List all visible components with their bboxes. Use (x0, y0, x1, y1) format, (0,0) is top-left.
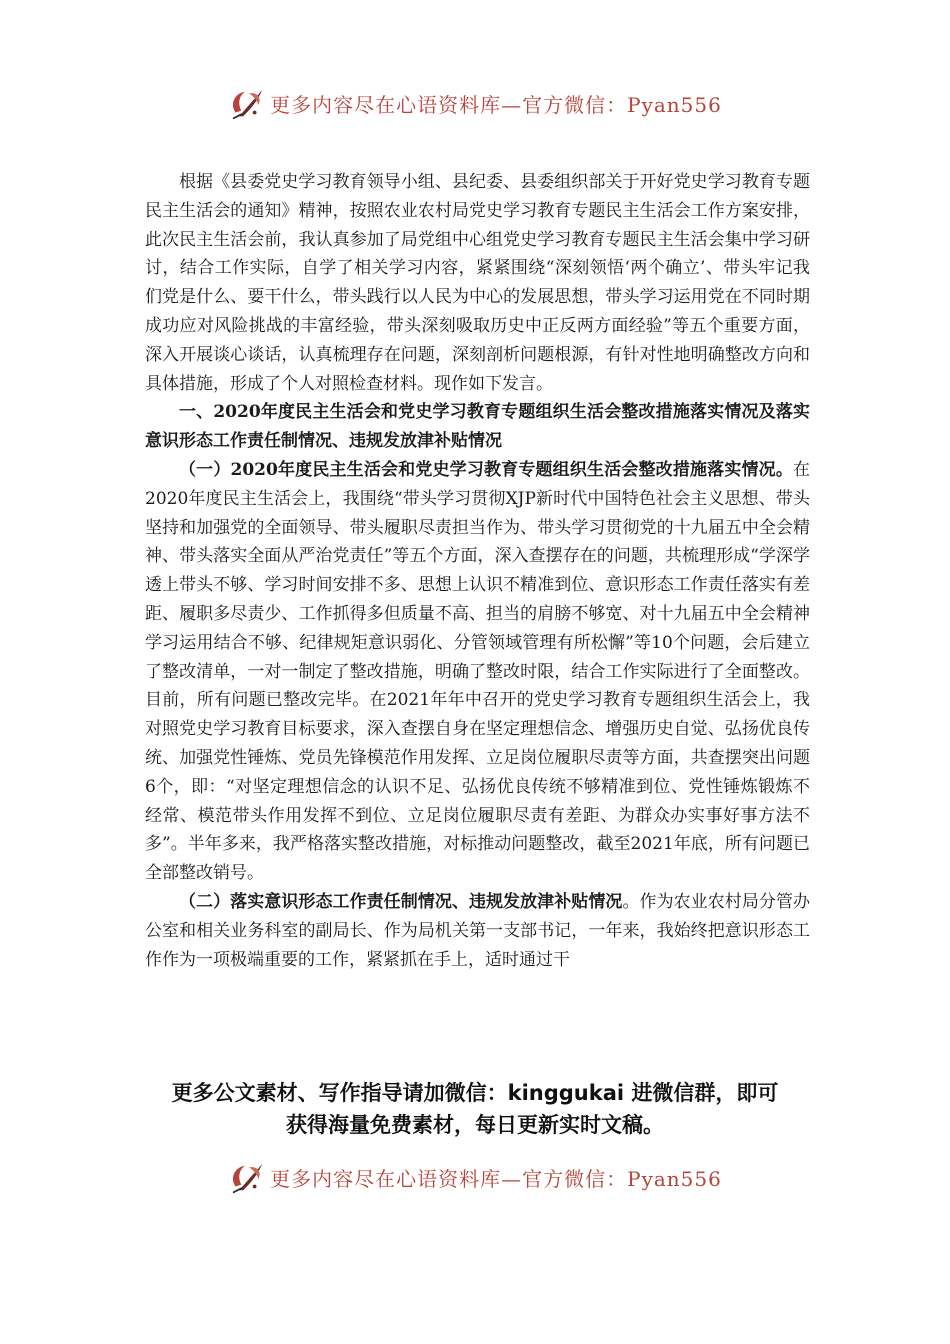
header-banner-text: 更多内容尽在心语资料库—官方微信：Pyan556 (270, 92, 722, 117)
section-heading-1: 一、2020年度民主生活会和党史学习教育专题组织生活会整改措施落实情况及落实意识形态工作责任制情况、违规发放津补贴情况 (145, 402, 810, 452)
header-banner[interactable] (0, 83, 950, 123)
intro-paragraph: 根据《县委党史学习教育领导小组、县纪委、县委组织部关于开好党史学习教育专题民主生活会的通知》精神，按照农业农村局党史学习教育专题民主生活会工作方案安排，此次民主生活会前，我认真参加了局党组中心组党史学习教育专题民主生活会集中学习研讨，结合工作实际，自学了相关学习内容，紧紧围绕“深刻领悟‘两个确立’、带头牢记我们党是什么、要干什么，带头践行以人民为中心的发展思想，带头学习运用党在不同时期成功应对风险挑战的丰富经验，带头深刻吸取历史中正反两方面经验”等五个重要方面，深入开展谈心谈话，认真梳理存在问题，深刻剖析问题根源，有针对性地明确整改方向和具体措施，形成了个人对照检查材料。现作如下发言。 (145, 172, 810, 394)
section-2-text: 。作为农业农村局分管办公室和相关业务科室的副局长、作为局机关第一支部书记，一年来，我始终把意识形态工作作为一项极端重要的工作，紧紧抓在手上，适时通过干 (145, 891, 811, 970)
pen-nib-icon (228, 84, 266, 122)
section-1-text: 在2020年度民主生活会上，我围绕“带头学习贯彻XJP新时代中国特色社会主义思想、带头坚持和加强党的全面领导、带头履职尽责担当作为、带头学习贯彻党的十九届五中全会精神、带头落实全面从严治党责任”等五个方面，深入查摆存在的问题，共梳理形成“学深学透上带头不够、学习时间安排不多、思想上认识不精准到位、意识形态工作责任落实有差距、履职多尽责少、工作抓得多但质量不高、担当的肩膀不够宽、对十九届五中全会精神学习运用结合不够、纪律规矩意识弱化、分管领域管理有所松懈”等10个问题，会后建立了整改清单，一对一制定了整改措施，明确了整改时限，结合工作实际进行了全面整改。目前，所有问题已整改完毕。在2021年年中召开的党史学习教育专题组织生活会上，我对照党史学习教育目标要求，深入查摆自身在坚定理想信念、增强历史自觉、弘扬优良传统、加强党性锤炼、党员先锋模范作用发挥、立足岗位履职尽责等方面，共查摆突出问题6个，即：“对坚定理想信念的认识不足、弘扬优良传统不够精准到位、党性锤炼锻炼不经常、模范带头作用发挥不到位、立足岗位履职尽责有差距、为群众办实事好事方法不多”。半年多来，我严格落实整改措施，对标推动问题整改，截至2021年底，所有问题已全部整改销号。 (145, 459, 810, 884)
section-2-paragraph (145, 888, 810, 974)
pen-nib-icon (228, 1158, 266, 1196)
subheading-2: （二）落实意识形态工作责任制情况、违规发放津补贴情况 (179, 891, 623, 912)
promo-line-2: 获得海量免费素材，每日更新实时文稿。 (286, 1113, 664, 1137)
promo-line-1: 更多公文素材、写作指导请加微信：kinggukai 进微信群，即可 (171, 1081, 779, 1105)
footer-banner[interactable] (0, 1157, 950, 1197)
subheading-1: （一）2020年度民主生活会和党史学习教育专题组织生活会整改措施落实情况。 (179, 459, 793, 480)
section-1-paragraph (145, 456, 810, 888)
promo-text (120, 1077, 830, 1141)
document-body (145, 168, 810, 974)
footer-banner-text: 更多内容尽在心语资料库—官方微信：Pyan556 (270, 1166, 722, 1191)
